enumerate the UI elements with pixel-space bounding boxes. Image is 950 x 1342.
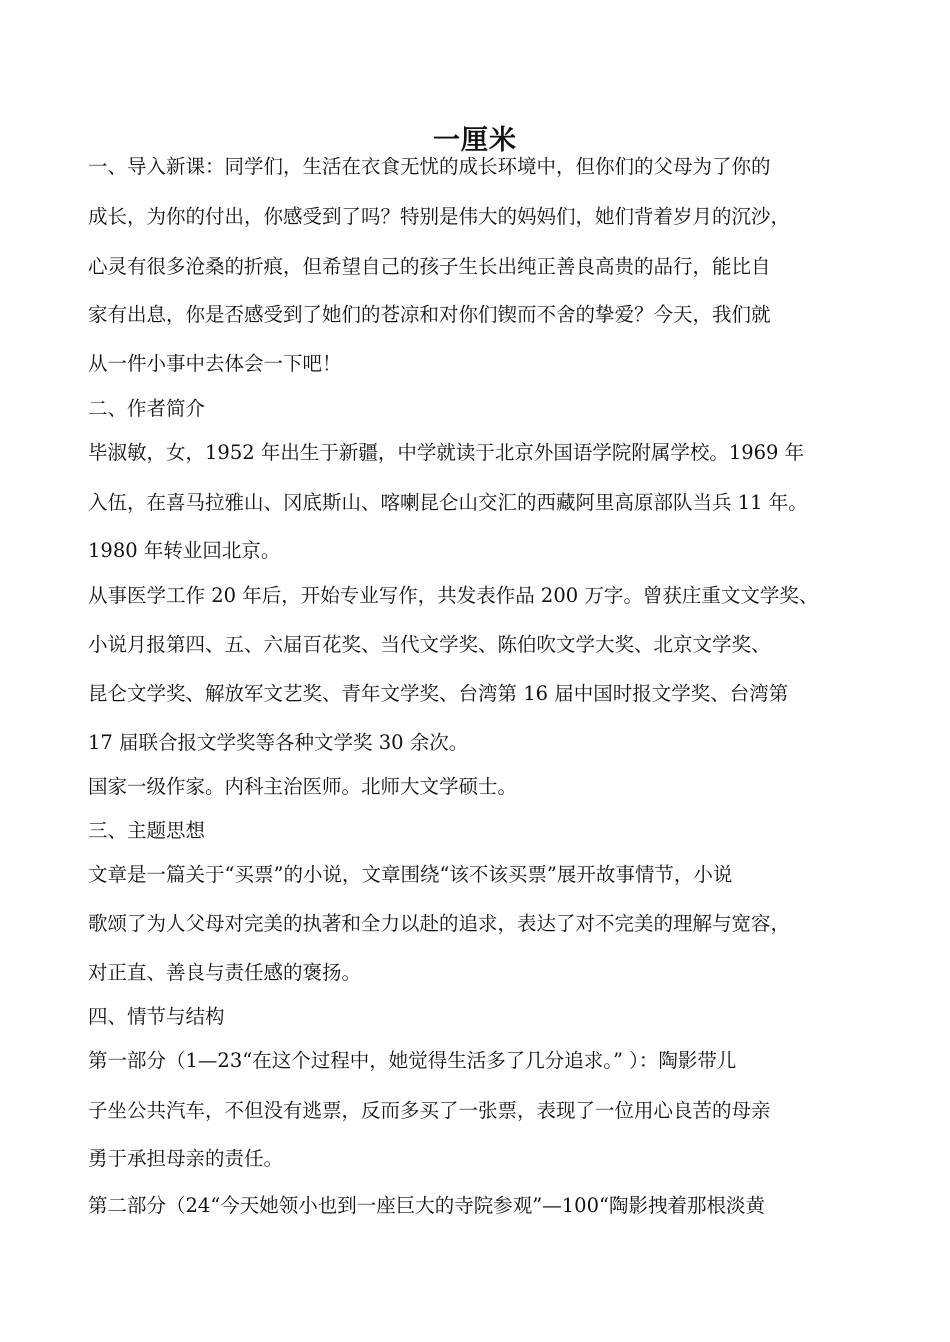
text-line: 17 届联合报文学奖等各种文学奖 30 余次。 <box>88 731 469 754</box>
text-line: 文章是一篇关于“买票”的小说，文章围绕“该不该买票”展开故事情节，小说 <box>88 863 733 886</box>
text-line: 第一部分（1—23“在这个过程中，她觉得生活多了几分追求。” ）：陶影带儿 <box>88 1049 737 1072</box>
section-heading: 四、情节与结构 <box>88 1005 225 1028</box>
text-line: 入伍，在喜马拉雅山、冈底斯山、喀喇昆仑山交汇的西藏阿里高原部队当兵 11 年。 <box>88 491 808 514</box>
text-line: 心灵有很多沧桑的折痕，但希望自己的孩子生长出纯正善良高贵的品行，能比自 <box>88 255 771 278</box>
text-line: 成长，为你的付出，你感受到了吗？特别是伟大的妈妈们，她们背着岁月的沉沙， <box>88 205 791 228</box>
text-line: 子坐公共汽车，不但没有逃票，反而多买了一张票，表现了一位用心良苦的母亲 <box>88 1099 771 1122</box>
text-line: 歌颂了为人父母对完美的执著和全力以赴的追求，表达了对不完美的理解与宽容， <box>88 912 791 935</box>
text-line: 国家一级作家。内科主治医师。北师大文学硕士。 <box>88 775 518 798</box>
text-line: 从一件小事中去体会一下吧！ <box>88 352 342 375</box>
text-line: 一、导入新课：同学们，生活在衣食无忧的成长环境中，但你们的父母为了你的 <box>88 155 771 178</box>
text-line: 第二部分（24“今天她领小也到一座巨大的寺院参观”—100“陶影拽着那根淡黄 <box>88 1194 765 1217</box>
text-line: 1980 年转业回北京。 <box>88 539 281 562</box>
text-line: 家有出息，你是否感受到了她们的苍凉和对你们锲而不舍的挚爱？今天，我们就 <box>88 303 771 326</box>
document-title: 一厘米 <box>433 125 517 156</box>
text-line: 对正直、善良与责任感的褒扬。 <box>88 961 362 984</box>
section-heading: 二、作者简介 <box>88 397 206 420</box>
text-line: 从事医学工作 20 年后，开始专业写作，共发表作品 200 万字。曾获庄重文文学奖、 <box>88 584 819 607</box>
section-heading: 三、主题思想 <box>88 819 206 842</box>
text-line: 毕淑敏，女，1952 年出生于新疆，中学就读于北京外国语学院附属学校。1969 年 <box>88 441 805 464</box>
text-line: 小说月报第四、五、六届百花奖、当代文学奖、陈伯吹文学大奖、北京文学奖、 <box>88 633 771 656</box>
text-line: 勇于承担母亲的责任。 <box>88 1147 284 1170</box>
text-line: 昆仑文学奖、解放军文艺奖、青年文学奖、台湾第 16 届中国时报文学奖、台湾第 <box>88 682 789 705</box>
